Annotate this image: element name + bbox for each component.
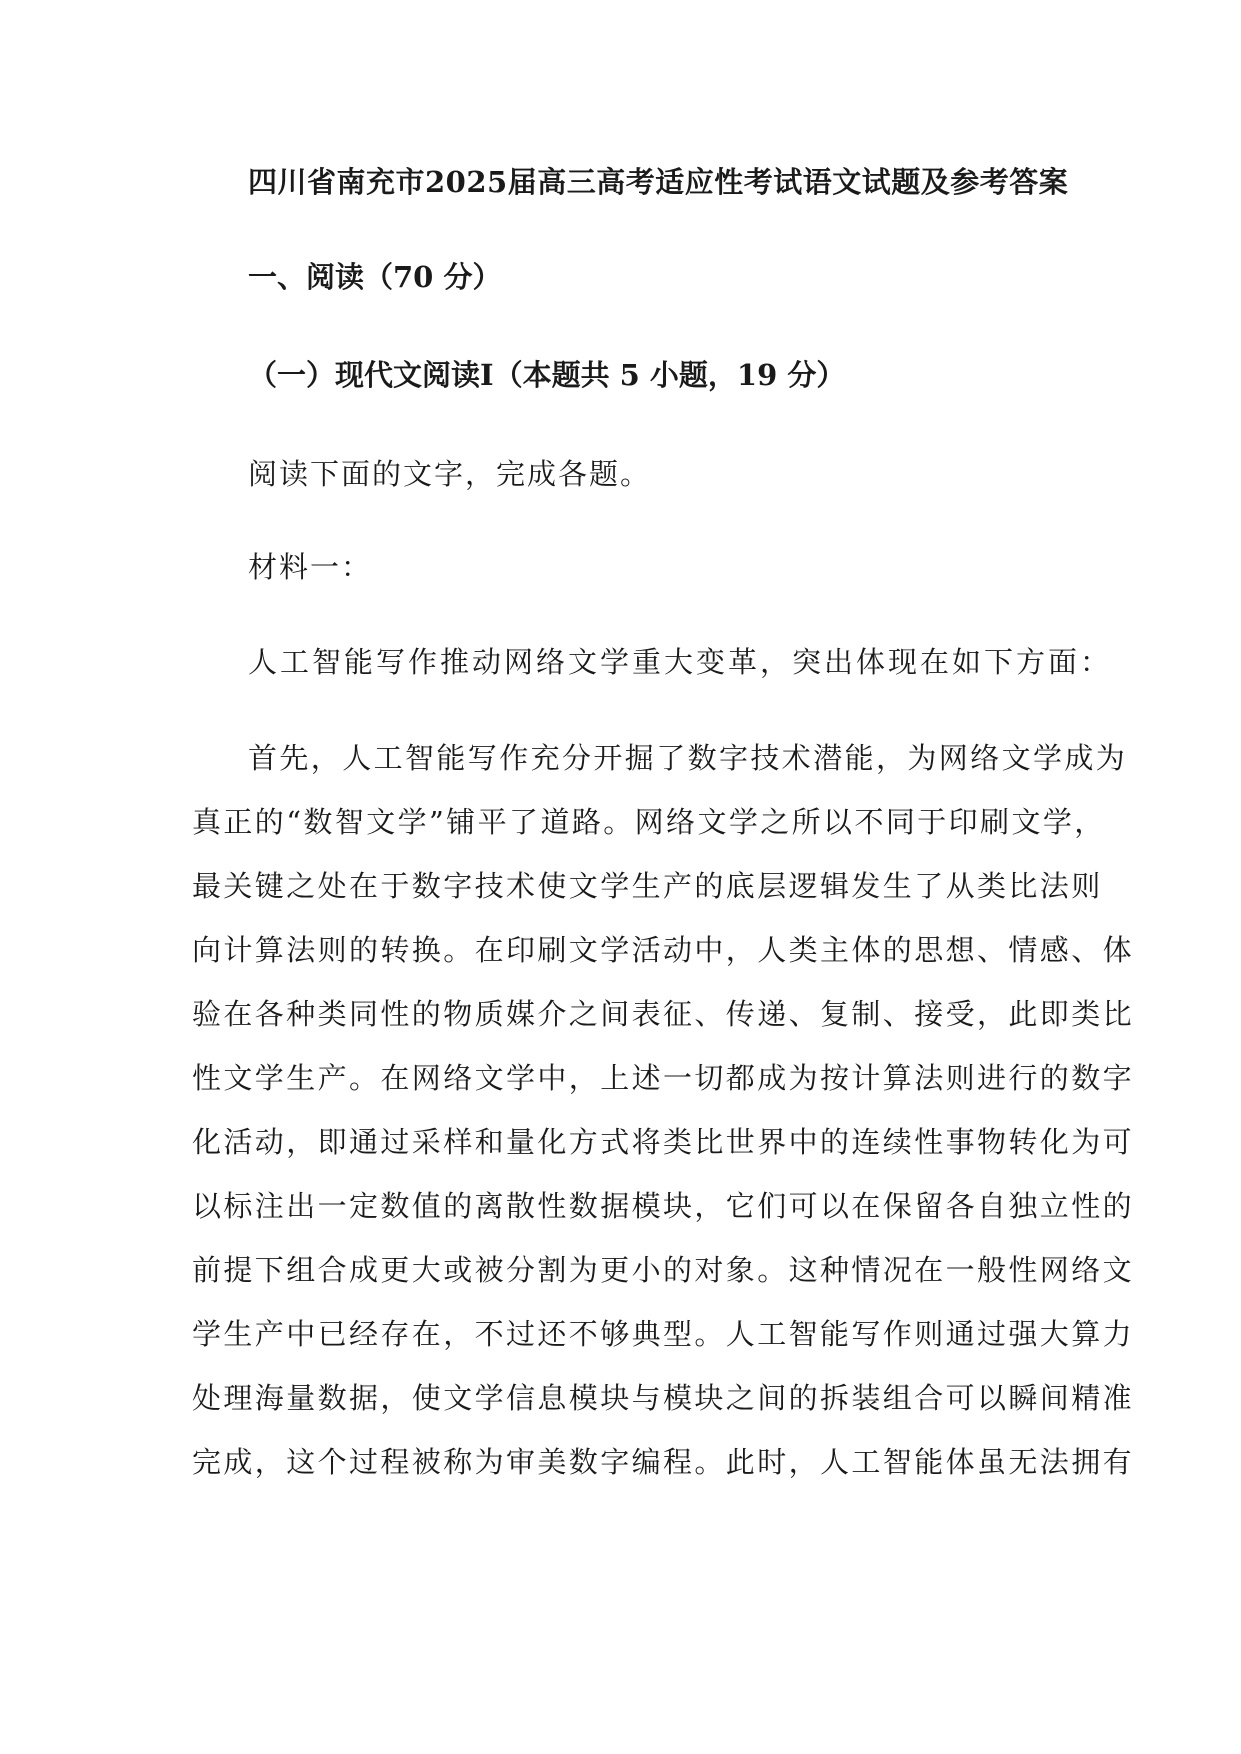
paragraph-line: 以标注出一定数值的离散性数据模块，它们可以在保留各自独立性的 (192, 1189, 1135, 1223)
subsection-heading: （一）现代文阅读Ⅰ（本题共 5 小题，19 分） (248, 358, 846, 392)
body-paragraph (192, 726, 1135, 1494)
paragraph-line: 性文学生产。在网络文学中，上述一切都成为按计算法则进行的数字 (192, 1061, 1135, 1095)
paragraph-line: 学生产中已经存在，不过还不够典型。人工智能写作则通过强大算力 (192, 1317, 1135, 1351)
section-heading: 一、阅读（70 分） (248, 260, 502, 294)
paragraph-line: 处理海量数据，使文学信息模块与模块之间的拆装组合可以瞬间精准 (192, 1381, 1135, 1415)
paragraph-line: 真正的“数智文学”铺平了道路。网络文学之所以不同于印刷文学， (192, 805, 1106, 839)
paragraph-line: 首先，人工智能写作充分开掘了数字技术潜能，为网络文学成为 (248, 741, 1128, 775)
instruction-text: 阅读下面的文字，完成各题。 (248, 457, 652, 491)
paragraph-line: 化活动，即通过采样和量化方式将类比世界中的连续性事物转化为可 (192, 1125, 1135, 1159)
document-title: 四川省南充市2025届高三高考适应性考试语文试题及参考答案 (248, 165, 1069, 199)
paragraph-line: 完成，这个过程被称为审美数字编程。此时，人工智能体虽无法拥有 (192, 1445, 1135, 1479)
paragraph-line: 验在各种类同性的物质媒介之间表征、传递、复制、接受，此即类比 (192, 997, 1135, 1031)
intro-text: 人工智能写作推动网络文学重大变革，突出体现在如下方面： (248, 645, 1113, 679)
material-label: 材料一： (248, 550, 373, 584)
paragraph-line: 前提下组合成更大或被分割为更小的对象。这种情况在一般性网络文 (192, 1253, 1135, 1287)
paragraph-line: 最关键之处在于数字技术使文学生产的底层逻辑发生了从类比法则 (192, 869, 1103, 903)
paragraph-line: 向计算法则的转换。在印刷文学活动中，人类主体的思想、情感、体 (192, 933, 1135, 967)
